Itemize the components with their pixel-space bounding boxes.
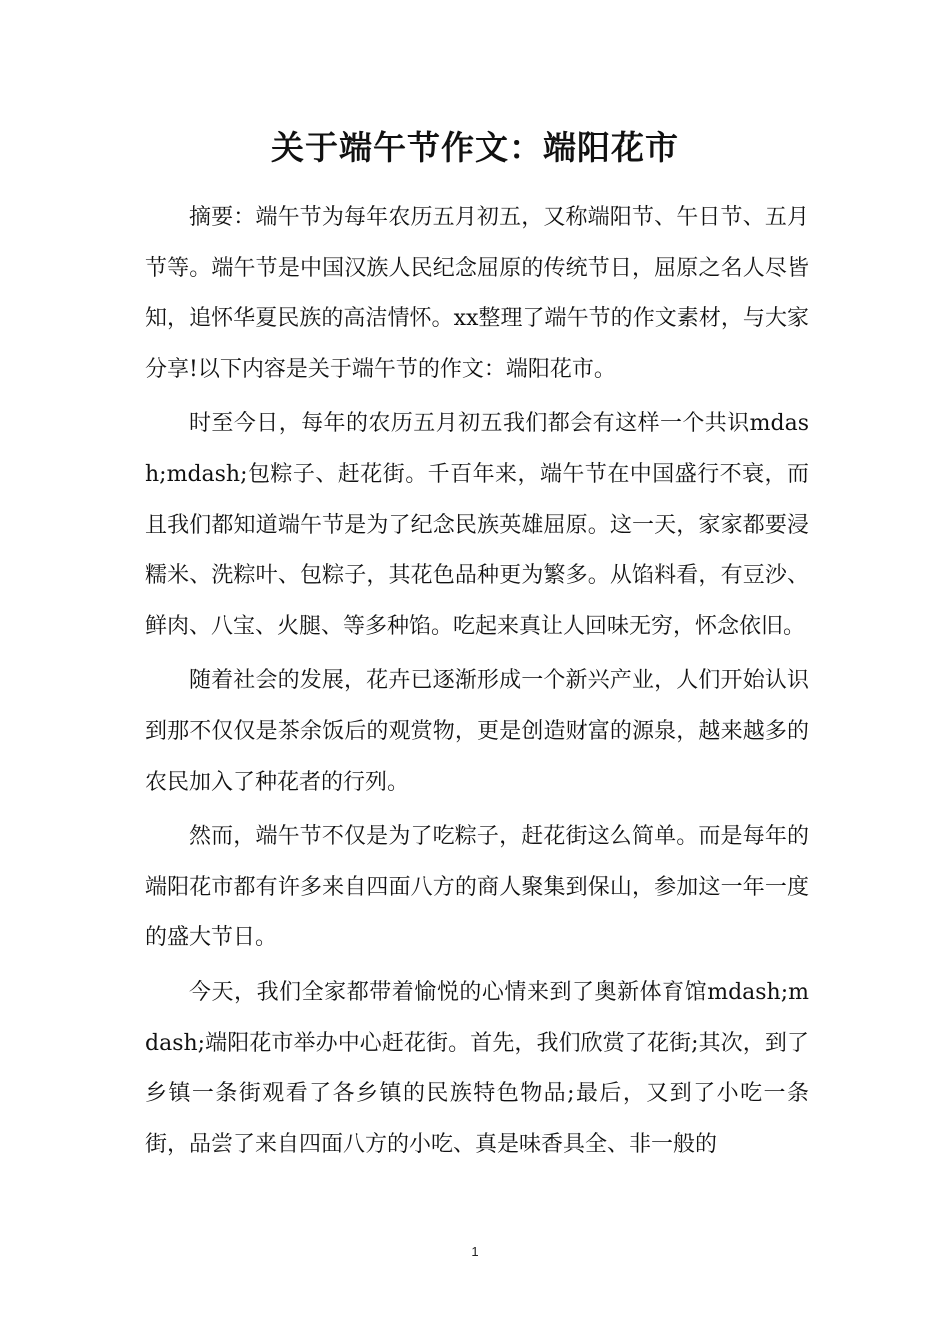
paragraph-5: 今天，我们全家都带着愉悦的心情来到了奥新体育馆mdash;mdash;端阳花市举办中心赶花街。首先，我们欣赏了花街;其次，到了乡镇一条街观看了各乡镇的民族特色物品;最后，又到了小吃一条街，品尝了来自四面八方的小吃、真是味香具全、非一般的: [145, 979, 809, 1157]
paragraph-3: 随着社会的发展，花卉已逐渐形成一个新兴产业，人们开始认识到那不仅仅是茶余饭后的观赏物，更是创造财富的源泉，越来越多的农民加入了种花者的行列。: [145, 668, 809, 795]
paragraph-abstract: 摘要：端午节为每年农历五月初五，又称端阳节、午日节、五月节等。端午节是中国汉族人民纪念屈原的传统节日，屈原之名人尽皆知，追怀华夏民族的高洁情怀。xx整理了端午节的作文素材，与大家分享!以下内容是关于端午节的作文：端阳花市。: [145, 205, 809, 382]
paragraph-4: 然而，端午节不仅是为了吃粽子，赶花街这么简单。而是每年的端阳花市都有许多来自四面八方的商人聚集到保山，参加这一年一度的盛大节日。: [145, 824, 809, 951]
document-body: [145, 193, 809, 1174]
page-number: 1: [471, 1244, 479, 1259]
paragraph-2: 时至今日，每年的农历五月初五我们都会有这样一个共识mdash;mdash;包粽子、赶花街。千百年来，端午节在中国盛行不衰，而且我们都知道端午节是为了纪念民族英雄屈原。这一天，家家都要浸糯米、洗粽叶、包粽子，其花色品种更为繁多。从馅料看，有豆沙、鲜肉、八宝、火腿、等多种馅。吃起来真让人回味无穷，怀念依旧。: [145, 411, 809, 639]
document-title: 关于端午节作文：端阳花市: [271, 128, 679, 167]
